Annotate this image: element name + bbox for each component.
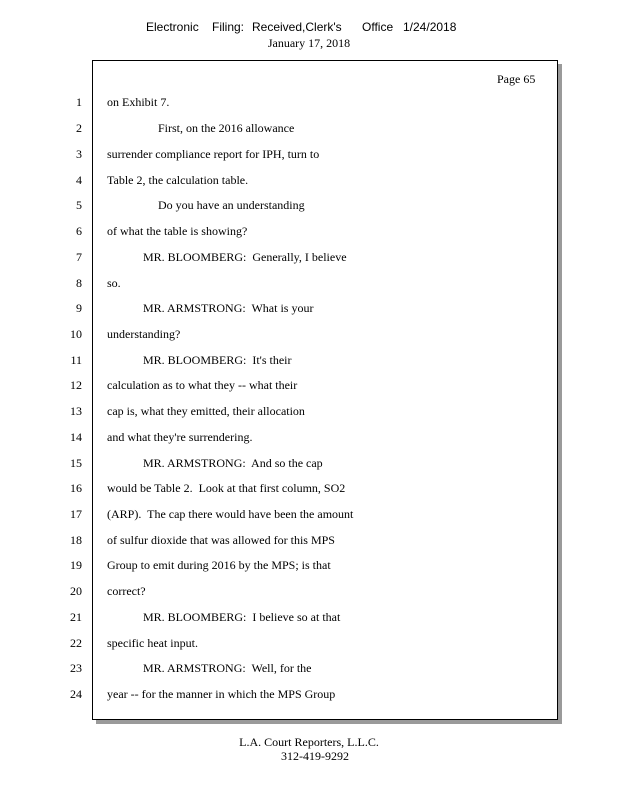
line-number: 12	[70, 378, 82, 392]
line-number: 19	[70, 558, 82, 572]
line-text: Table 2, the calculation table.	[107, 173, 249, 187]
page-number: Page 65	[497, 72, 536, 86]
line-number: 5	[76, 198, 82, 212]
line-text: of what the table is showing?	[107, 224, 248, 238]
line-number: 17	[70, 507, 82, 521]
line-text: MR. ARMSTRONG: And so the cap	[143, 456, 323, 470]
line-number: 11	[70, 353, 82, 367]
line-text: Group to emit during 2016 by the MPS; is that	[107, 558, 331, 572]
reporter-phone: 312-419-9292	[281, 749, 349, 763]
line-text: calculation as to what they -- what their	[107, 378, 298, 392]
line-number: 4	[76, 173, 82, 187]
line-text: of sulfur dioxide that was allowed for this MPS	[107, 533, 335, 547]
line-number: 9	[76, 301, 82, 315]
hearing-date: January 17, 2018	[267, 36, 351, 50]
line-text: year -- for the manner in which the MPS Group	[107, 687, 336, 701]
line-number: 13	[70, 404, 82, 418]
line-number: 16	[70, 481, 82, 495]
line-text: MR. BLOOMBERG: It's their	[143, 353, 292, 367]
line-text: MR. ARMSTRONG: Well, for the	[143, 661, 312, 675]
stamp-word-filing: Filing:	[212, 20, 245, 34]
stamp-word-electronic: Electronic	[146, 20, 199, 34]
line-number: 15	[70, 456, 82, 470]
line-number: 3	[76, 147, 82, 161]
line-text: on Exhibit 7.	[107, 95, 170, 109]
line-number: 7	[76, 250, 82, 264]
line-text: cap is, what they emitted, their allocation	[107, 404, 305, 418]
line-number: 10	[70, 327, 82, 341]
line-number: 22	[70, 636, 82, 650]
line-number: 1	[76, 95, 82, 109]
line-number: 2	[76, 121, 82, 135]
line-number: 8	[76, 276, 82, 290]
line-number: 6	[76, 224, 82, 238]
line-number: 14	[70, 430, 82, 444]
line-text: MR. ARMSTRONG: What is your	[143, 301, 314, 315]
stamp-word-office: Office	[362, 20, 394, 34]
stamp-word-date: 1/24/2018	[403, 20, 457, 34]
line-text: understanding?	[107, 327, 181, 341]
line-text: (ARP). The cap there would have been the amount	[107, 507, 354, 521]
line-number: 18	[70, 533, 82, 547]
line-number: 24	[70, 687, 82, 701]
line-text: specific heat input.	[107, 636, 198, 650]
line-text: and what they're surrendering.	[107, 430, 253, 444]
line-text: surrender compliance report for IPH, turn to	[107, 147, 320, 161]
line-text: correct?	[107, 584, 146, 598]
line-number: 23	[70, 661, 82, 675]
line-text: MR. BLOOMBERG: I believe so at that	[143, 610, 341, 624]
line-text: First, on the 2016 allowance	[158, 121, 295, 135]
line-text: MR. BLOOMBERG: Generally, I believe	[143, 250, 347, 264]
line-number: 20	[70, 584, 82, 598]
line-text: Do you have an understanding	[158, 198, 305, 212]
line-text: so.	[107, 276, 121, 290]
stamp-word-received: Received,Clerk's	[252, 20, 342, 34]
reporter-company: L.A. Court Reporters, L.L.C.	[239, 735, 379, 749]
line-text: would be Table 2. Look at that first column, SO2	[107, 481, 346, 495]
line-number: 21	[70, 610, 82, 624]
